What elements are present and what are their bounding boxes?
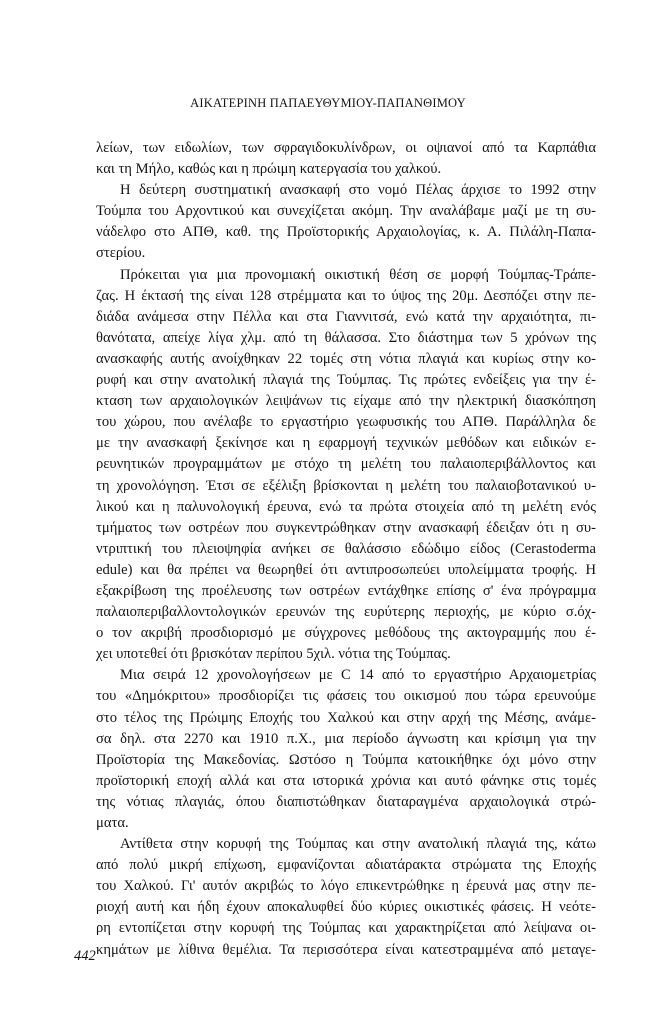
text-line: διάδα ανάμεσα στην Πέλλα και στα Γιαννιτσά, ενώ κατά την αρχαιότητα, πι- bbox=[96, 308, 596, 325]
text-line: Πρόκειται για μια προνομιακή οικιστική θέση σε μορφή Τούμπας-Τράπε- bbox=[120, 266, 596, 283]
text-line: με την ανασκαφή ξεκίνησε και η εφαρμογή τεχνικών μεθόδων και ειδικών ε- bbox=[96, 435, 596, 452]
text-line: ματα. bbox=[96, 815, 129, 831]
text-line: του χώρου, που ανέλαβε το εργαστήριο γεωφυσικής του ΑΠΘ. Παράλληλα δε bbox=[96, 414, 596, 431]
text-line: σα δηλ. στα 2270 και 1910 π.Χ., μια περίοδο άγνωστη και κρίσιμη για την bbox=[96, 730, 596, 747]
text-line: ρευνητικών προγραμμάτων με στόχο τη μελέτη του παλαιοπεριβάλλοντος και bbox=[96, 456, 596, 473]
text-line: και τη Μήλο, καθώς και η πρώιμη κατεργασία του χαλκού. bbox=[96, 161, 442, 178]
text-line: λείων, των ειδωλίων, των σφραγιδοκυλίνδρων, οι οψιανοί από τα Καρπάθια bbox=[96, 140, 596, 156]
text-line: Τούμπα του Αρχοντικού και συνεχίζεται ακόμη. Την αναλάβαμε μαζί με τη συ- bbox=[96, 203, 596, 220]
running-header: ΑΙΚΑΤΕΡΙΝΗ ΠΑΠΑΕΥΘΥΜΙΟΥ-ΠΑΠΑΝΘΙΜΟΥ bbox=[190, 96, 466, 110]
text-line: ρη εντοπίζεται στην κορυφή της Τούμπας και χαρακτηρίζεται από λείψανα οι- bbox=[96, 920, 596, 937]
text-line: προϊστορική εποχή αλλά και στα ιστορικά χρόνια και αυτό φάνηκε στις τομές bbox=[96, 772, 596, 789]
text-line: edule) και θα πρέπει να θεωρηθεί ότι αντιπροσωπεύει υπολείμματα τροφής. Η bbox=[96, 561, 596, 578]
text-line: της νότιας πλαγιάς, όπου διαπιστώθηκαν διαταραγμένα αρχαιολογικά στρώ- bbox=[96, 793, 596, 810]
text-line: κταση των αρχαιολογικών λειψάνων τις είχαμε από την ηλεκτρική διασκόπηση bbox=[96, 393, 596, 410]
text-line: Μια σειρά 12 χρονολογήσεων με C 14 από το εργαστήριο Αρχαιομετρίας bbox=[120, 667, 596, 684]
page-number: 442 bbox=[74, 948, 96, 964]
text-line: κημάτων με λίθινα θεμέλια. Τα περισσότερα είναι κατεστραμμένα από μεταγε- bbox=[96, 941, 596, 958]
text-line: Προϊστορία της Μακεδονίας. Ωστόσο η Τούμπα κατοικήθηκε όχι μόνο στην bbox=[96, 751, 596, 768]
text-line: χει υποτεθεί ότι βρισκόταν περίπου 5χιλ. νότια της Τούμπας. bbox=[96, 646, 451, 663]
text-line: τμήματος των οστρέων που συγκεντρώθηκαν στην ανασκαφή έδειξαν ότι η συ- bbox=[96, 519, 596, 536]
text-line: νάδελφο στο ΑΠΘ, καθ. της Προϊστορικής Αρχαιολογίας, κ. Α. Πιλάλη-Παπα- bbox=[96, 224, 596, 241]
text-line: τη χρονολόγηση. Έτσι σε εξέλιξη βρίσκονται η μελέτη του παλαιοβοτανικού υ- bbox=[96, 477, 596, 494]
text-line: λικού και η παλυνολογική έρευνα, ενώ τα πρώτα στοιχεία από τη μελέτη ενός bbox=[96, 498, 596, 515]
text-line: ζας. Η έκτασή της είναι 128 στρέμματα και το ύψος της 20μ. Δεσπόζει στην πε- bbox=[96, 287, 596, 304]
text-line: ντριπτική του πλειοψηφία ανήκει σε θαλάσσιο εδώδιμο είδος (Cerastoderma bbox=[96, 540, 596, 557]
text-line: ριοχή αυτή και ήδη έχουν αποκαλυφθεί δύο κύριες οικιστικές φάσεις. Η νεότε- bbox=[96, 899, 596, 916]
text-line: στο τέλος της Πρώιμης Εποχής του Χαλκού και στην αρχή της Μέσης, ανάμε- bbox=[96, 709, 596, 726]
text-line: του «Δημόκριτου» προσδιορίζει τις φάσεις του οικισμού που τώρα ερευνούμε bbox=[96, 688, 596, 705]
text-line: εξακρίβωση της προέλευσης των οστρέων εντάχθηκε επίσης σ' ένα πρόγραμμα bbox=[96, 582, 596, 599]
text-line: ο τον ακριβή προσδιορισμό με σύγχρονες μεθόδους της ακτογραμμής που έ- bbox=[96, 625, 596, 642]
text-line: ανασκαφής αυτής ανοίχθηκαν 22 τομές στη νότια πλαγιά και κυρίως στην κο- bbox=[96, 350, 596, 367]
text-line: του Χαλκού. Γι' αυτόν ακριβώς το λόγο επικεντρώθηκε η έρευνά μας στην πε- bbox=[96, 878, 596, 895]
text-line: ρυφή και στην ανατολική πλαγιά της Τούμπας. Τις πρώτες ενδείξεις για την έ- bbox=[96, 372, 596, 389]
text-line: Αντίθετα στην κορυφή της Τούμπας και στην ανατολική πλαγιά της, κάτω bbox=[120, 836, 596, 853]
text-line: στερίου. bbox=[96, 245, 146, 262]
text-line: θανότατα, απείχε λίγα χλμ. από τη θάλασσα. Στο διάστημα των 5 χρόνων της bbox=[96, 329, 596, 346]
body-text bbox=[96, 138, 596, 961]
text-line: παλαιοπεριβαλλοντολογικών ερευνών της ευρύτερης περιοχής, με κύριο σ.όχ- bbox=[96, 604, 596, 621]
text-line: από πολύ μικρή επίχωση, εμφανίζονται αδιατάρακτα στρώματα της Εποχής bbox=[96, 857, 596, 874]
text-line: Η δεύτερη συστηματική ανασκαφή στο νομό Πέλας άρχισε το 1992 στην bbox=[120, 182, 596, 199]
